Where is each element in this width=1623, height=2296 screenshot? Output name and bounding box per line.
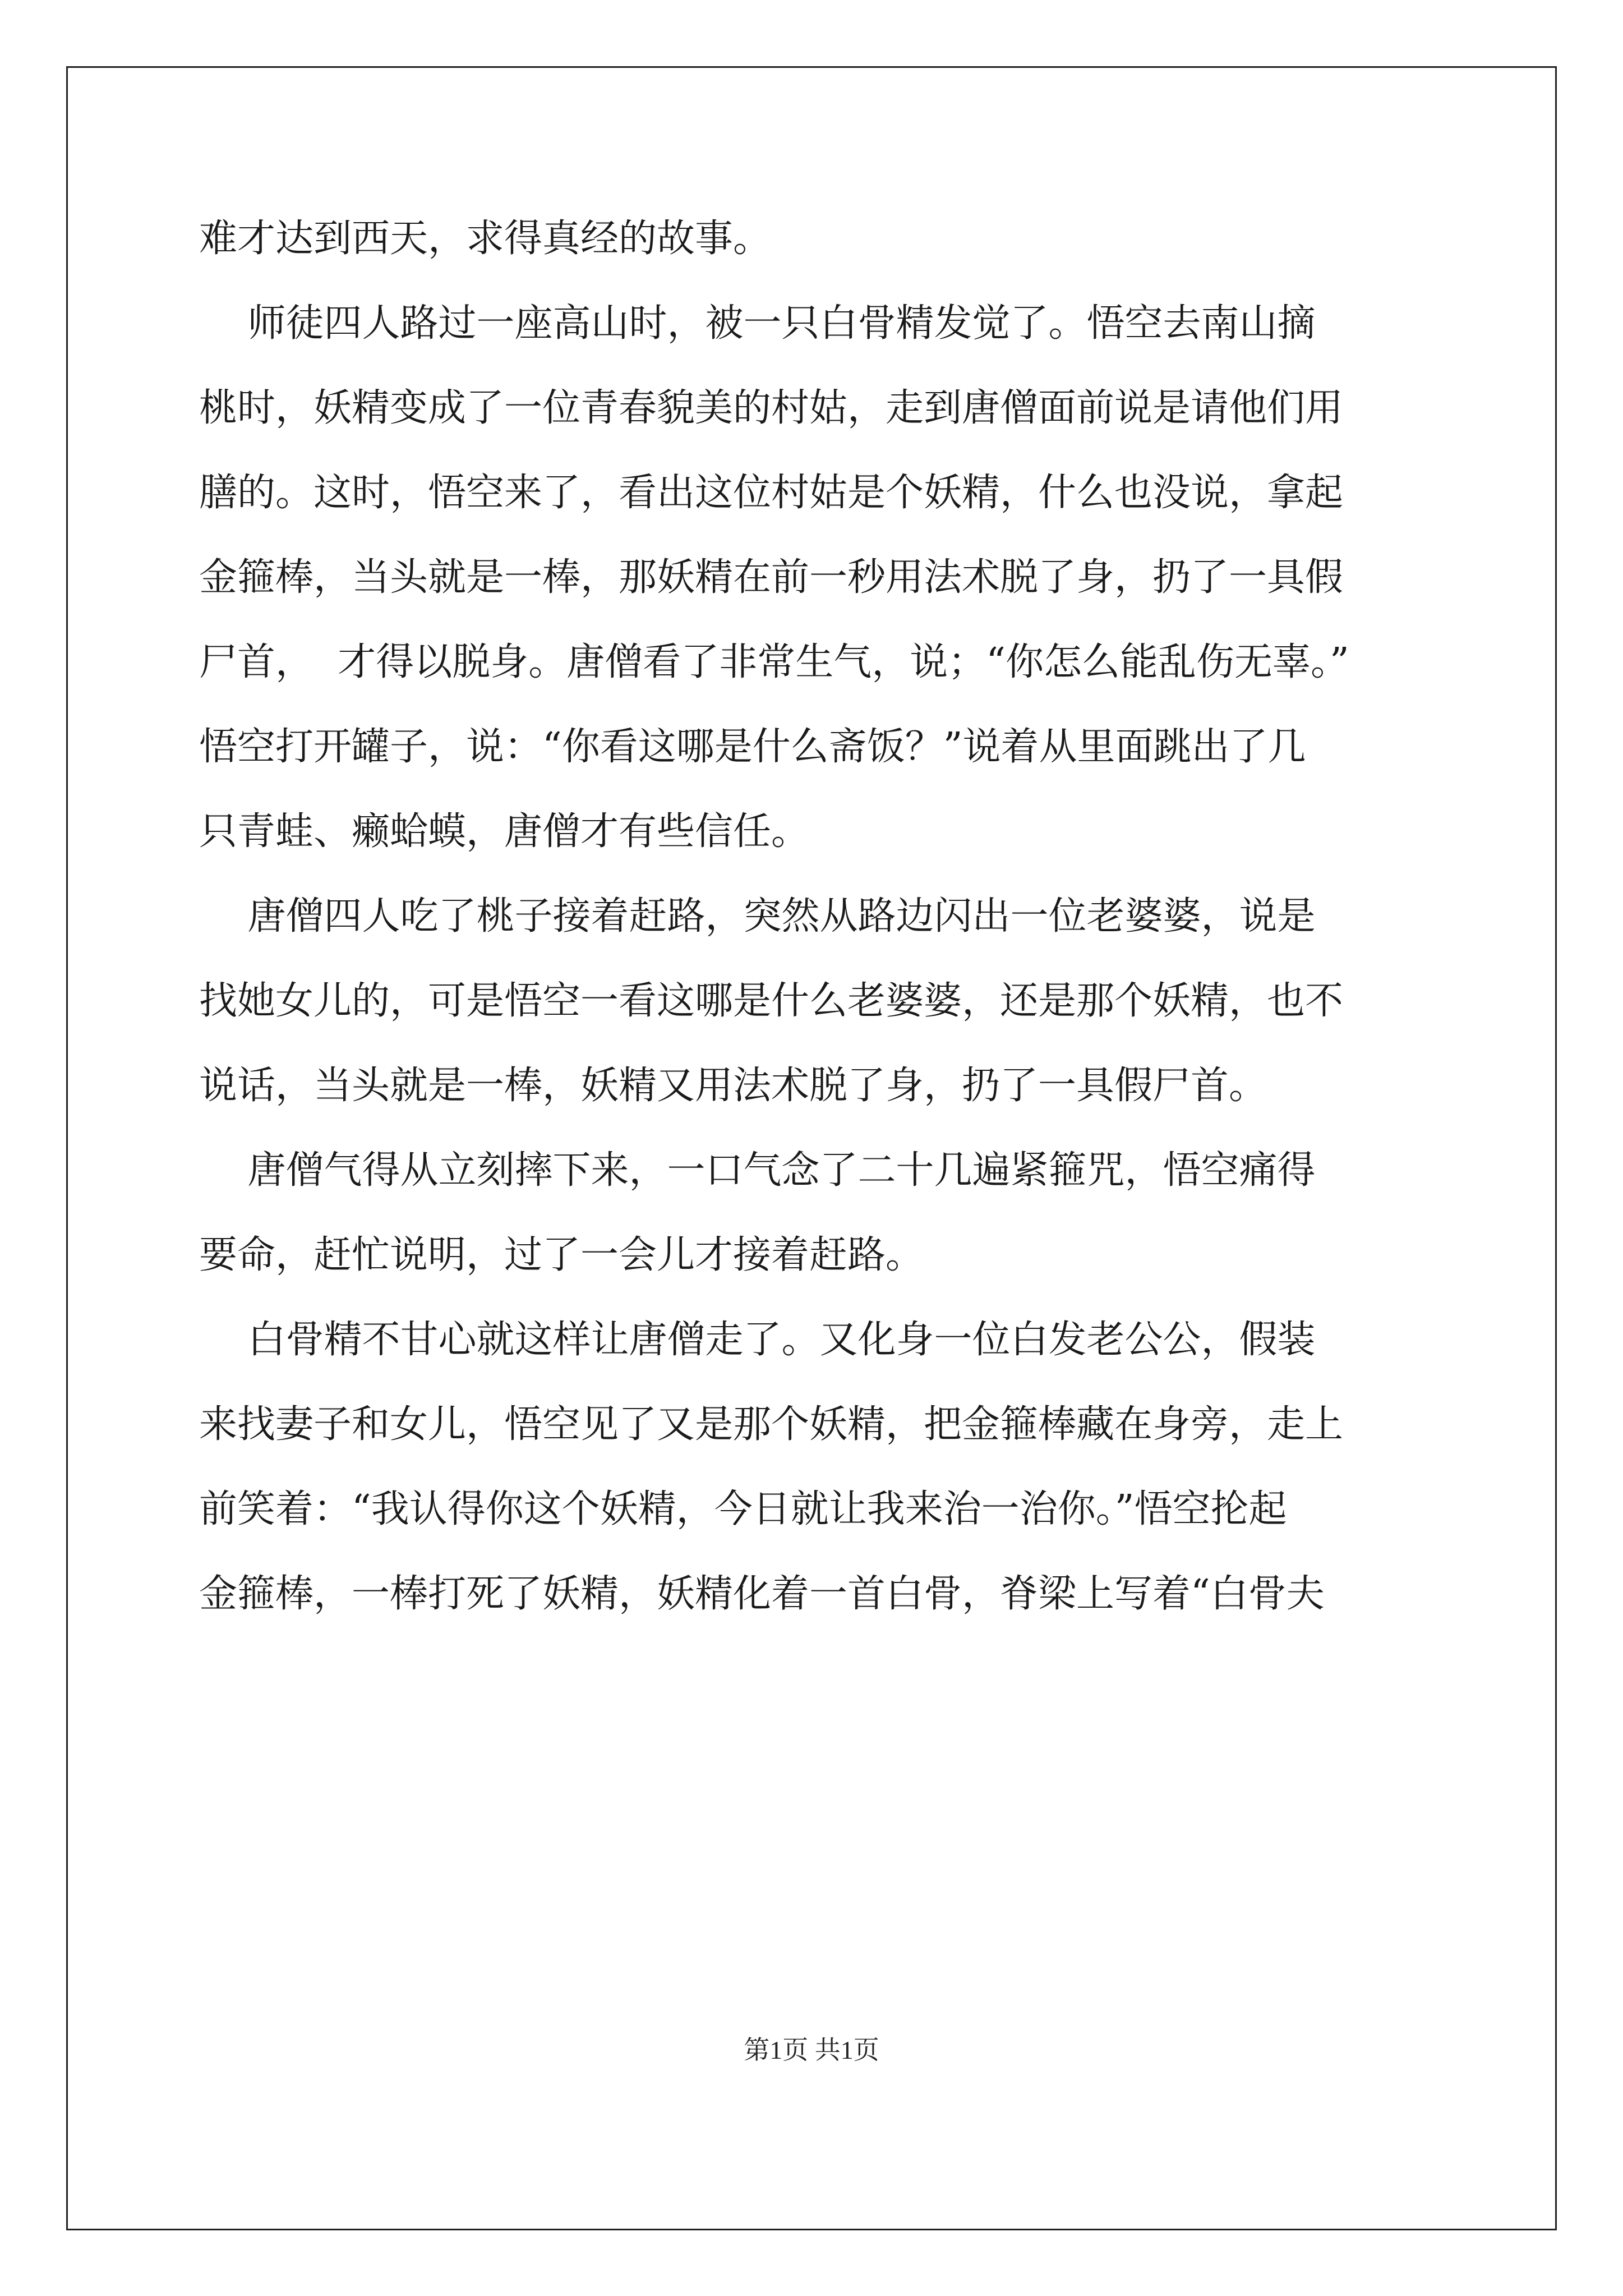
page-footer: 第1页 共1页: [744, 2036, 879, 2064]
text-line: 找她女儿的，可是悟空一看这哪是什么老婆婆，还是那个妖精，也不: [199, 979, 1344, 1023]
text-line: 来找妻子和女儿，悟空见了又是那个妖精，把金箍棒藏在身旁，走上: [199, 1402, 1344, 1447]
text-line: 说话，当头就是一棒，妖精又用法术脱了身，扔了一具假尸首。: [199, 1064, 1267, 1108]
document-body: [199, 196, 1455, 1636]
text-line: 难才达到西天，求得真经的故事。: [199, 217, 772, 261]
text-line: 尸首， 才得以脱身。唐僧看了非常生气，说；“你怎么能乱伤无辜。”: [199, 640, 1349, 684]
text-line: 悟空打开罐子，说：“你看这哪是什么斋饭？”说着从里面跳出了几: [199, 725, 1306, 769]
text-line: 只青蛙、癞蛤蟆，唐僧才有些信任。: [199, 809, 810, 854]
text-line: 金箍棒，一棒打死了妖精，妖精化着一首白骨，脊梁上写着“白骨夫: [199, 1572, 1325, 1616]
text-line: 唐僧四人吃了桃子接着赶路，突然从路边闪出一位老婆婆，说是: [199, 894, 1316, 938]
text-line: 桃时，妖精变成了一位青春貌美的村姑，走到唐僧面前说是请他们用: [199, 386, 1344, 430]
text-line: 唐僧气得从立刻摔下来，一口气念了二十几遍紧箍咒，悟空痛得: [199, 1148, 1316, 1193]
text-line: 膳的。这时，悟空来了，看出这位村姑是个妖精，什么也没说，拿起: [199, 471, 1344, 515]
text-line: 白骨精不甘心就这样让唐僧走了。又化身一位白发老公公，假装: [199, 1318, 1316, 1362]
text-line: 前笑着：“我认得你这个妖精，今日就让我来治一治你。”悟空抡起: [199, 1487, 1287, 1531]
text-line: 金箍棒，当头就是一棒，那妖精在前一秒用法术脱了身，扔了一具假: [199, 555, 1344, 600]
text-line: 师徒四人路过一座高山时，被一只白骨精发觉了。悟空去南山摘: [199, 301, 1316, 346]
text-line: 要命，赶忙说明，过了一会儿才接着赶路。: [199, 1233, 924, 1277]
